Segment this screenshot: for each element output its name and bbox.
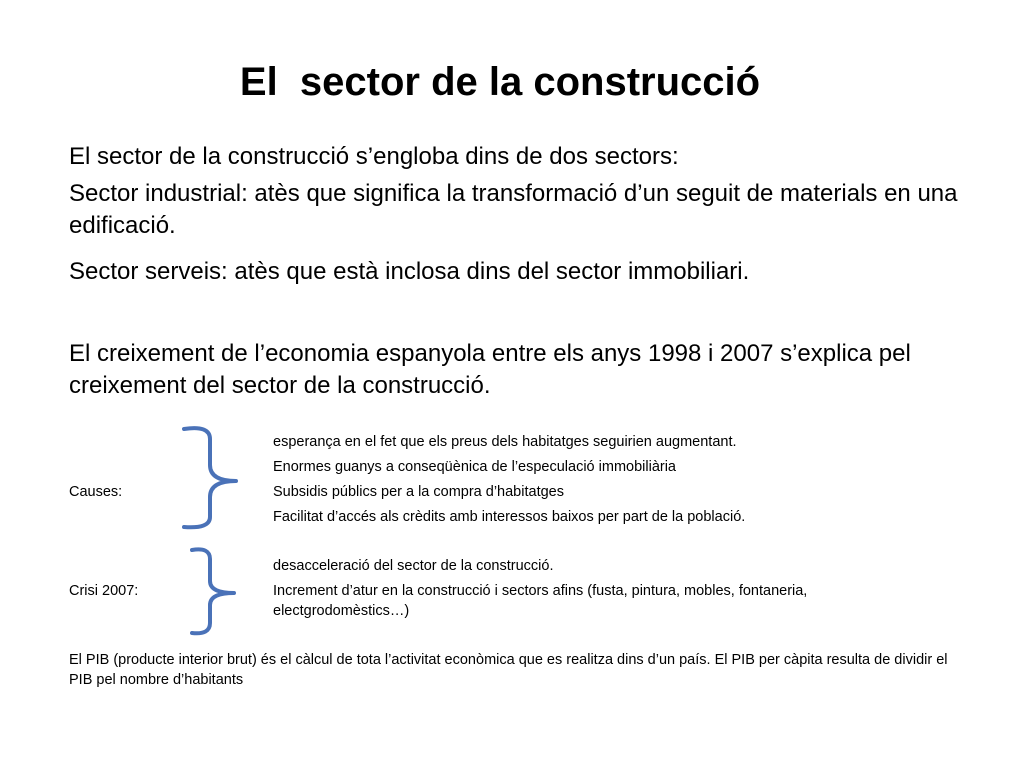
industrial-sector-paragraph: Sector industrial: atès que significa la transformació d’un seguit de materials en una edificació. (69, 180, 958, 239)
causes-brace-icon (180, 425, 240, 531)
cause-item: Facilitat d’accés als crèdits amb interessos baixos per part de la població. (273, 509, 746, 525)
crisis-item: desacceleració del sector de la construcció. (273, 558, 554, 574)
services-sector-paragraph: Sector serveis: atès que està inclosa dins del sector immobiliari. (69, 258, 750, 285)
slide-title: El sector de la construcció (239, 60, 761, 104)
causes-label: Causes: (69, 484, 123, 500)
crisis-brace-icon (188, 547, 238, 637)
intro-paragraph: El sector de la construcció s’engloba dins de dos sectors: (69, 143, 679, 170)
crisis-item: Increment d’atur en la construcció i sectors afins (fusta, pintura, mobles, fontaneria, electgrodomèstics…) (273, 583, 808, 619)
pib-footnote: El PIB (producte interior brut) és el càlcul de tota l’activitat econòmica que es realitza dins d’un país. El PIB per càpita resulta de dividir el PIB pel nombre d’habitants (69, 652, 948, 688)
cause-item: Enormes guanys a conseqüènica de l’especulació immobiliària (273, 459, 676, 475)
crisis-label: Crisi 2007: (69, 583, 139, 599)
cause-item: esperança en el fet que els preus dels habitatges seguirien augmentant. (273, 434, 737, 450)
cause-item: Subsidis públics per a la compra d’habitatges (273, 484, 564, 500)
growth-paragraph: El creixement de l’economia espanyola entre els anys 1998 i 2007 s’explica pel creixement del sector de la construcció. (69, 340, 911, 399)
